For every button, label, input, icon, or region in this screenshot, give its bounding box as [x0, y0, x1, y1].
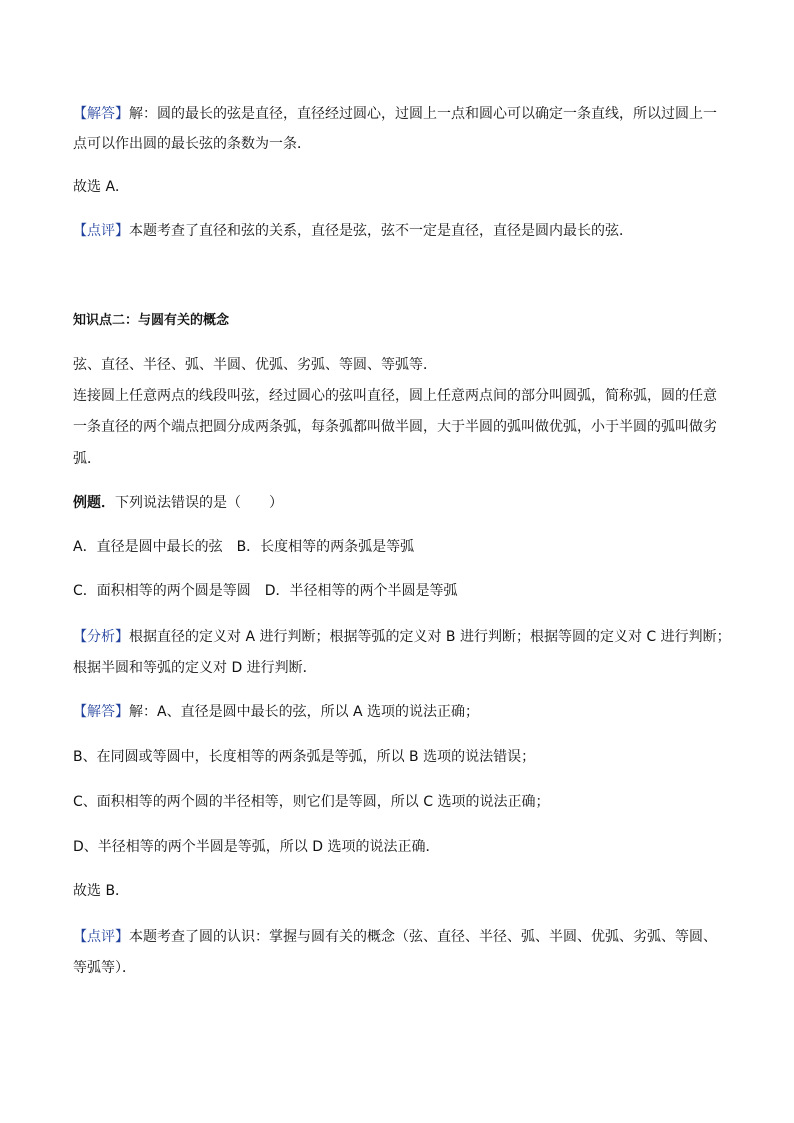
analysis-line-2: 根据半圆和等弧的定义对 D 进行判断．	[73, 660, 317, 676]
example-comment-line-1	[73, 926, 723, 948]
example-comment-tag: 【点评】	[73, 929, 129, 945]
option-b: B．长度相等的两条弧是等弧	[236, 539, 415, 555]
analysis-tag: 【分析】	[73, 629, 129, 645]
answer-tag: 【解答】	[73, 106, 129, 122]
example-choice: 故选 B．	[73, 883, 130, 899]
example-answer-a: 解：A、直径是圆中最长的弦，所以 A 选项的说法正确；	[129, 704, 480, 720]
comment-text: 本题考查了直径和弦的关系，直径是弦，弦不一定是直径，直径是圆内最长的弦．	[129, 223, 633, 239]
answer-text-1: 解：圆的最长的弦是直径，直径经过圆心，过圆上一点和圆心可以确定一条直线，所以过圆上一	[129, 106, 717, 122]
analysis-line-1	[73, 626, 731, 648]
definition-line-2: 一条直径的两个端点把圆分成两条弧，每条弧都叫做半圆，大于半圆的弧叫做优弧，小于半圆的弧叫做劣	[73, 419, 717, 435]
option-d: D．半径相等的两个半圆是等弧	[264, 583, 458, 599]
section-heading: 知识点二：与圆有关的概念	[73, 313, 230, 328]
answer-line-2: 点可以作出圆的最长弦的条数为一条．	[73, 136, 311, 152]
comment-line	[73, 220, 723, 242]
example-label: 例题．	[73, 495, 115, 511]
definition-line-3: 弧．	[73, 451, 101, 467]
option-a: A．直径是圆中最长的弦	[73, 539, 223, 555]
definition-line-1: 连接圆上任意两点的线段叫弦，经过圆心的弦叫直径，圆上任意两点间的部分叫圆弧，简称弧，圆的任意	[73, 388, 717, 404]
example-answer-tag: 【解答】	[73, 704, 129, 720]
example-answer-line-a	[73, 701, 723, 723]
example-comment-text-1: 本题考查了圆的认识：掌握与圆有关的概念（弦、直径、半径、弧、半圆、优弧、劣弧、等圆、	[129, 929, 717, 945]
comment-tag: 【点评】	[73, 223, 129, 239]
terms-line: 弦、直径、半径、弧、半圆、优弧、劣弧、等圆、等弧等．	[73, 357, 437, 373]
example-answer-d: D、半径相等的两个半圆是等弧，所以 D 选项的说法正确．	[73, 839, 440, 855]
example-answer-c: C、面积相等的两个圆的半径相等，则它们是等圆，所以 C 选项的说法正确；	[73, 794, 550, 810]
choice-line: 故选 A．	[73, 179, 130, 195]
example-question	[73, 492, 723, 514]
example-question-text: 下列说法错误的是（ ）	[115, 495, 283, 511]
answer-line-1	[73, 103, 723, 125]
example-answer-b: B、在同圆或等圆中，长度相等的两条弧是等弧，所以 B 选项的说法错误；	[73, 749, 536, 765]
option-c: C．面积相等的两个圆是等圆	[73, 583, 251, 599]
options-row-1	[73, 536, 723, 558]
options-row-2	[73, 580, 723, 602]
analysis-text-1: 根据直径的定义对 A 进行判断；根据等弧的定义对 B 进行判断；根据等圆的定义对 C 进行判断；	[129, 629, 731, 645]
example-comment-line-2: 等弧等）．	[73, 960, 136, 976]
